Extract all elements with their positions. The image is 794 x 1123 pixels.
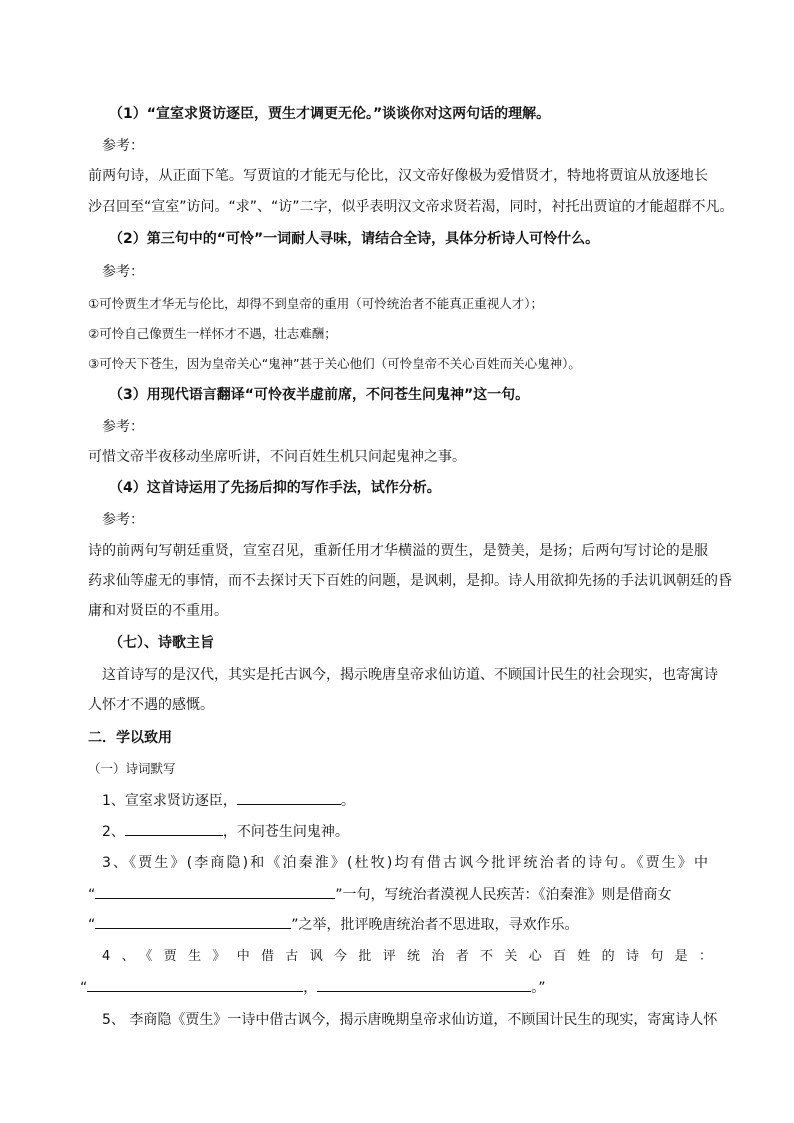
answer-4-line-3: 庸和对贤臣的不重用。 bbox=[88, 603, 228, 619]
comma: ， bbox=[303, 980, 318, 996]
reference-label: 参考： bbox=[102, 138, 144, 154]
answer-2-point-2: ②可怜自己像贾生一样怀才不遇，壮志难酬； bbox=[88, 326, 337, 341]
item-3-line-1: 3、《贾生》(李商隐)和《泊秦淮》(杜牧)均有借古讽今批评统治者的诗句。《贾生》中 bbox=[102, 855, 708, 871]
fill-blank[interactable] bbox=[95, 914, 291, 929]
item-2-end: ，不问苍生问鬼神。 bbox=[222, 824, 349, 840]
quote-open: “ bbox=[88, 887, 96, 903]
question-4: （4）这首诗运用了先扬后抑的写作手法，试作分析。 bbox=[109, 480, 441, 496]
item-1 bbox=[102, 790, 355, 811]
item-4-line-1: 4、《贾生》中借古讽今批评统治者不关心百姓的诗句是： bbox=[102, 949, 712, 964]
fill-blank[interactable] bbox=[317, 977, 531, 992]
item-3-line-2 bbox=[88, 884, 672, 905]
quote-close: 。” bbox=[531, 980, 546, 996]
item-1-text: 1、宣室求贤访逐臣， bbox=[102, 793, 237, 809]
fill-blank[interactable] bbox=[237, 790, 341, 805]
item-3-line-3 bbox=[88, 914, 579, 935]
item-3-line-2-text: ”一句，写统治者漠视人民疾苦：《泊秦淮》则是借商女 bbox=[335, 887, 672, 903]
answer-1-line-2: 沙召回至“宣室”访问。“求”、“访”二字，似乎表明汉文帝求贤若渴，同时，衬托出贾谊的才能超群不凡。 bbox=[88, 199, 734, 215]
reference-label: 参考： bbox=[102, 419, 144, 435]
question-3: （3）用现代语言翻译“可怜夜半虚前席，不问苍生问鬼神”这一句。 bbox=[109, 387, 530, 403]
item-2-text: 2、 bbox=[102, 824, 125, 840]
item-1-end: 。 bbox=[340, 793, 355, 809]
question-1: （1）“宣室求贤访逐臣，贾生才调更无伦。”谈谈你对这两句话的理解。 bbox=[109, 106, 551, 122]
theme-line-2: 人怀才不遇的感慨。 bbox=[88, 697, 214, 713]
answer-3: 可惜文帝半夜移动坐席听讲，不问百姓生机只问起鬼神之事。 bbox=[88, 449, 466, 465]
item-5-line-1: 5、 李商隐《贾生》一诗中借古讽今，揭示唐晚期皇帝求仙访道，不顾国计民生的现实，寄寓诗人怀 bbox=[102, 1012, 718, 1028]
fill-blank[interactable] bbox=[95, 884, 335, 899]
item-4-line-2 bbox=[80, 977, 546, 998]
reference-label: 参考： bbox=[102, 264, 144, 280]
answer-4-line-2: 药求仙等虚无的事情，而不去探讨天下百姓的问题，是讽刺，是抑。诗人用欲抑先扬的手法讥讽朝廷的昏 bbox=[88, 573, 732, 589]
quote-open: “ bbox=[88, 917, 96, 933]
answer-1-line-1: 前两句诗，从正面下笔。写贾谊的才能无与伦比，汉文帝好像极为爱惜贤才，特地将贾谊从放逐地长 bbox=[88, 168, 708, 184]
fill-blank[interactable] bbox=[87, 977, 303, 992]
item-3-line-3-text: ”之举，批评晚唐统治者不思进取，寻欢作乐。 bbox=[291, 917, 579, 933]
quote-open: “ bbox=[80, 980, 88, 996]
question-2: （2）第三句中的“可怜”一词耐人寻味，请结合全诗，具体分析诗人可怜什么。 bbox=[109, 231, 600, 247]
section-7-title: （七）、诗歌主旨 bbox=[109, 635, 214, 651]
part-2-title: 二．学以致用 bbox=[88, 730, 172, 746]
answer-2-point-3: ③可怜天下苍生，因为皇帝关心“鬼神”甚于关心他们（可怜皇帝不关心百姓而关心鬼神）。 bbox=[88, 356, 581, 371]
reference-label: 参考： bbox=[102, 512, 144, 528]
item-2 bbox=[102, 821, 349, 842]
subsection-title: （一）诗词默写 bbox=[88, 761, 176, 776]
answer-4-line-1: 诗的前两句写朝廷重贤，宣室召见，重新任用才华横溢的贾生，是赞美，是扬；后两句写讨论的是服 bbox=[88, 543, 708, 559]
answer-2-point-1: ①可怜贾生才华无与伦比，却得不到皇帝的重用（可怜统治者不能真正重视人才）； bbox=[88, 296, 543, 311]
theme-line-1: 这首诗写的是汉代，其实是托古讽今，揭示晚唐皇帝求仙访道、不顾国计民生的社会现实，也寄寓诗 bbox=[102, 667, 718, 683]
fill-blank[interactable] bbox=[125, 821, 223, 836]
